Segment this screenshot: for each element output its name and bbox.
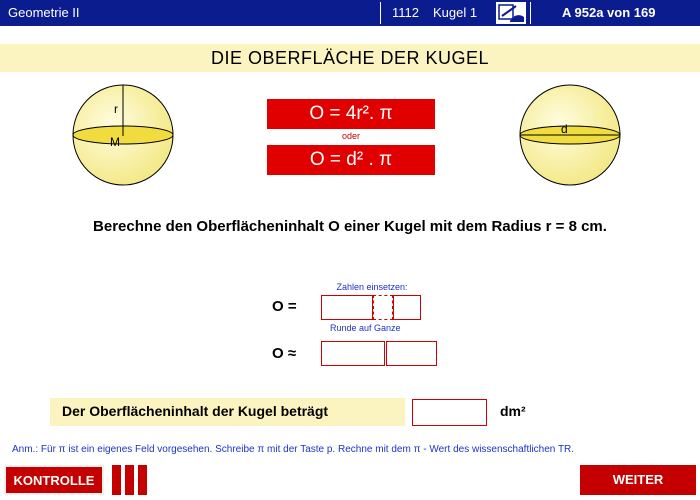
pen-hand-icon[interactable] [496,2,526,24]
result-band [50,398,405,426]
top-bar-divider [530,2,531,24]
lesson-name: Kugel 1 [433,5,478,20]
substitution-field-2[interactable] [393,295,421,320]
top-bar-divider [380,2,381,24]
radius-label: r [114,102,118,116]
top-bar [0,0,700,26]
bottom-stripe [138,465,147,495]
page-title: DIE OBERFLÄCHE DER KUGEL [210,48,490,68]
page-indicator: A 952a von 169 [562,5,656,20]
or-label: oder [341,131,360,141]
check-button-label: KONTROLLE [13,473,95,488]
rounded-field-2[interactable] [386,341,437,366]
o-equals-label: O = [272,298,297,315]
substitution-field[interactable] [321,295,373,320]
title-band [0,44,700,72]
center-label: M [110,135,120,149]
hint-insert-numbers: Zahlen einsetzen: [336,282,408,292]
bottom-stripe [125,465,134,495]
pi-field[interactable] [373,295,393,320]
formula-radius: O = 4r². π [267,99,435,129]
lesson-number: 1112 [392,5,419,20]
check-button[interactable] [4,465,104,495]
diameter-label: d [561,122,568,136]
unit-label: dm² [500,403,526,419]
note-text: Anm.: Für π ist ein eigenes Feld vorgesehen. Schreibe π mit der Taste p. Rechne mit dem π - Wert des wissenschaftlichen TR. [12,444,575,455]
sphere-diameter-figure [515,80,625,190]
result-field[interactable] [412,399,487,426]
subject-title: Geometrie II [8,5,80,20]
result-text: Der Oberflächeninhalt der Kugel beträgt [62,403,329,419]
rounded-field-1[interactable] [321,341,385,366]
bottom-stripe [112,465,121,495]
next-button-label: WEITER [612,472,664,487]
sphere-radius-figure [68,80,178,190]
hint-round: Runde auf Ganze [330,323,401,333]
task-text: Berechne den Oberflächeninhalt O einer Kugel mit dem Radius r = 8 cm. [93,218,607,235]
formula-diameter: O = d² . π [267,145,435,175]
next-button[interactable] [580,465,696,495]
o-approx-label: O ≈ [272,345,297,362]
